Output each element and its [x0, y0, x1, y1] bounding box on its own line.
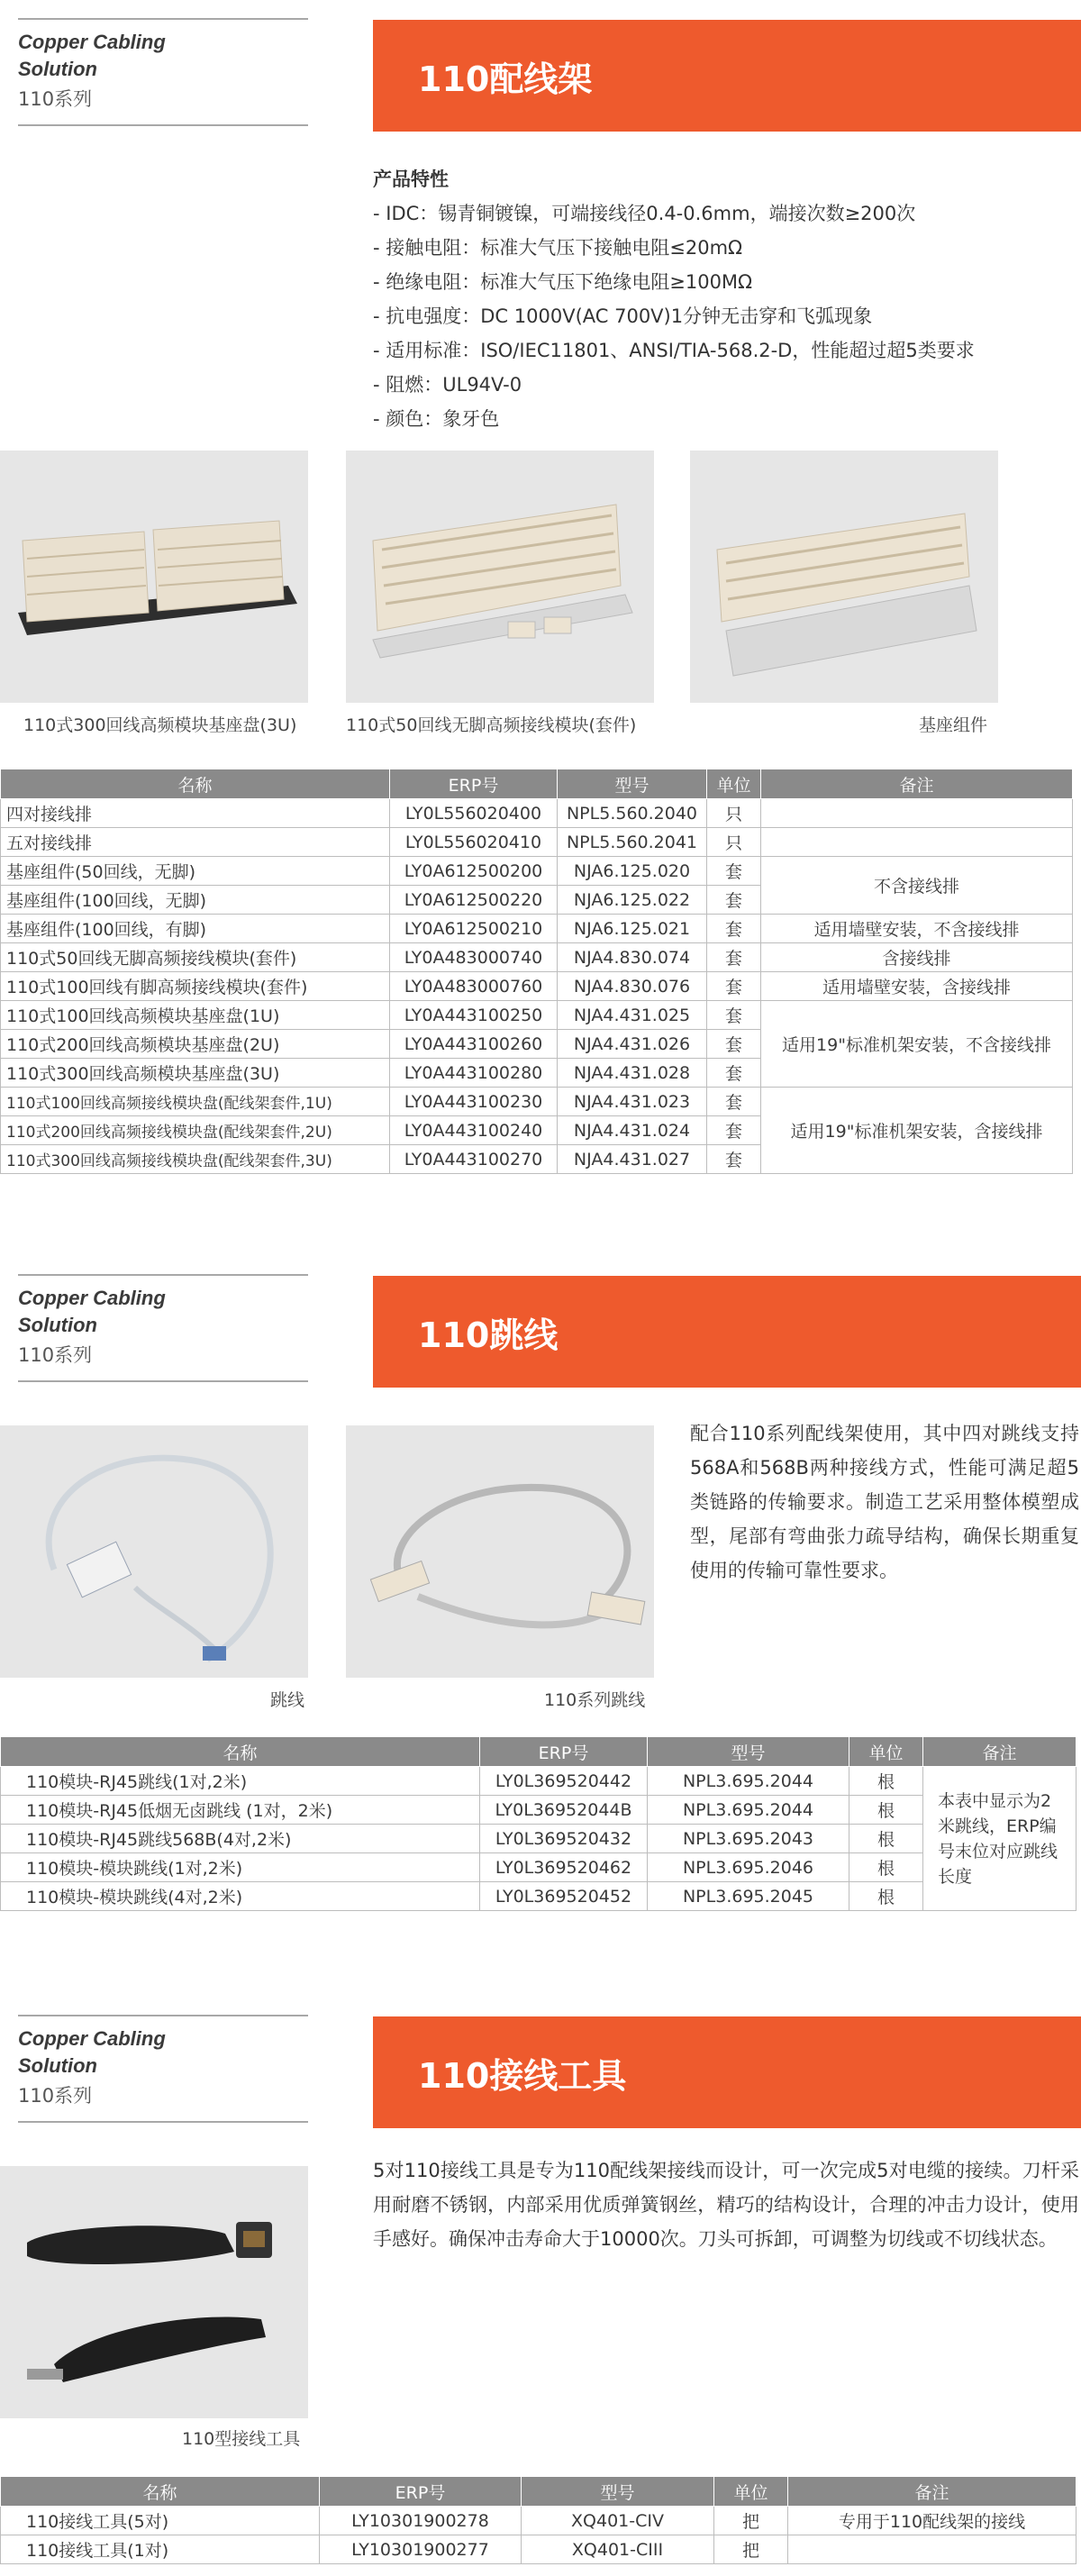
cell-model: NJA6.125.020 [558, 857, 707, 886]
product-photo-base-component [690, 451, 998, 703]
cell-name: 基座组件(50回线，无脚) [1, 857, 390, 886]
cell-erp: LY0A443100270 [390, 1145, 558, 1174]
brand-series: 110系列 [18, 2085, 93, 2107]
cell-erp: LY0A443100230 [390, 1088, 558, 1116]
cell-remark: 适用墙壁安装，含接线排 [761, 972, 1073, 1001]
brand-block [18, 18, 308, 126]
brand-series: 110系列 [18, 1344, 93, 1366]
column-header: 备注 [788, 2477, 1076, 2507]
cell-erp: LY0A612500210 [390, 915, 558, 943]
feature-item: - IDC：锡青铜镀镍，可端接线径0.4-0.6mm，端接次数≥200次 [373, 203, 916, 224]
column-header: 备注 [923, 1737, 1076, 1767]
cell-name: 110模块-模块跳线(4对,2米) [1, 1882, 480, 1911]
cell-erp: LY0A483000740 [390, 943, 558, 972]
column-header: 名称 [1, 1737, 480, 1767]
base-component-image [690, 451, 998, 703]
table-row [1, 2507, 1076, 2535]
cell-name: 110式100回线有脚高频接线模块(套件) [1, 972, 390, 1001]
cell-model: XQ401-CIV [522, 2507, 714, 2535]
column-header: 单位 [707, 769, 761, 799]
cell-model: NJA6.125.022 [558, 886, 707, 915]
product-photo-110-patch-cord [346, 1425, 654, 1678]
brand-english: Copper Cabling Solution [18, 1287, 166, 1336]
cell-name: 110式100回线高频模块基座盘(1U) [1, 1001, 390, 1030]
section-banner [373, 2016, 1081, 2128]
table-row [1, 828, 1073, 857]
cell-name: 基座组件(100回线，有脚) [1, 915, 390, 943]
cell-unit: 套 [707, 1088, 761, 1116]
cell-remark: 本表中显示为2米跳线，ERP编号末位对应跳线长度 [923, 1767, 1076, 1911]
patch-cord-image [0, 1425, 308, 1678]
cell-remark: 不含接线排 [761, 857, 1073, 915]
cell-name: 四对接线排 [1, 799, 390, 828]
cell-model: NPL3.695.2044 [648, 1796, 849, 1825]
cell-unit: 根 [849, 1796, 923, 1825]
cell-unit: 只 [707, 828, 761, 857]
cell-erp: LY0L36952044B [480, 1796, 648, 1825]
cell-name: 五对接线排 [1, 828, 390, 857]
features-list [373, 162, 975, 436]
cell-erp: LY0L369520452 [480, 1882, 648, 1911]
spec-table [0, 2476, 1076, 2564]
cell-model: NPL3.695.2046 [648, 1853, 849, 1882]
column-header: 备注 [761, 769, 1073, 799]
cell-unit: 根 [849, 1882, 923, 1911]
cell-name: 110式300回线高频接线模块盘(配线架套件,3U) [1, 1145, 390, 1174]
feature-item: - 绝缘电阻：标准大气压下绝缘电阻≥100MΩ [373, 271, 753, 293]
cell-model: NJA4.431.025 [558, 1001, 707, 1030]
cell-unit: 根 [849, 1825, 923, 1853]
cell-remark: 专用于110配线架的接线 [788, 2507, 1076, 2535]
cell-erp: LY0L556020400 [390, 799, 558, 828]
cell-erp: LY10301900277 [320, 2535, 522, 2564]
photo-caption: 110式300回线高频模块基座盘(3U) [23, 715, 297, 735]
section-title: 110接线工具 [418, 2055, 627, 2096]
product-photo-base-plate [0, 451, 308, 703]
section-banner [373, 1276, 1081, 1388]
cell-name: 110模块-模块跳线(1对,2米) [1, 1853, 480, 1882]
cell-model: XQ401-CIII [522, 2535, 714, 2564]
section-title: 110跳线 [418, 1315, 559, 1355]
photo-caption: 110式50回线无脚高频接线模块(套件) [346, 715, 637, 735]
column-header: ERP号 [320, 2477, 522, 2507]
110-patch-cord-image [346, 1425, 654, 1678]
table-header-row [1, 769, 1073, 799]
cell-model: NJA4.431.023 [558, 1088, 707, 1116]
table-row [1, 1882, 1076, 1911]
photo-caption: 110系列跳线 [544, 1690, 646, 1710]
cell-erp: LY0L369520462 [480, 1853, 648, 1882]
column-header: 单位 [849, 1737, 923, 1767]
base-plate-image [0, 451, 308, 703]
cell-unit: 把 [714, 2507, 788, 2535]
table-row [1, 1796, 1076, 1825]
tool-description: 5对110接线工具是专为110配线架接线而设计，可一次完成5对电缆的接续。刀杆采用耐磨不锈钢，内部采用优质弹簧钢丝，精巧的结构设计，合理的冲击力设计，使用手感好。确保冲击寿命大于10000次。刀头可拆卸，可调整为切线或不切线状态。 [373, 2160, 1079, 2250]
cell-name: 110接线工具(5对) [1, 2507, 320, 2535]
table-row [1, 1088, 1073, 1116]
cell-remark: 适用墙壁安装，不含接线排 [761, 915, 1073, 943]
cell-model: NJA4.431.027 [558, 1145, 707, 1174]
cell-name: 110式300回线高频模块基座盘(3U) [1, 1059, 390, 1088]
cell-unit: 根 [849, 1767, 923, 1796]
cell-unit: 把 [714, 2535, 788, 2564]
column-header: 型号 [648, 1737, 849, 1767]
table-header-row [1, 1737, 1076, 1767]
cell-model: NJA4.830.076 [558, 972, 707, 1001]
cell-name: 110模块-RJ45跳线568B(4对,2米) [1, 1825, 480, 1853]
cell-remark [788, 2535, 1076, 2564]
cell-remark: 适用19"标准机架安装，含接线排 [761, 1088, 1073, 1174]
cell-erp: LY0A612500220 [390, 886, 558, 915]
feature-item: - 颜色：象牙色 [373, 408, 500, 430]
cell-erp: LY0L556020410 [390, 828, 558, 857]
cell-erp: LY10301900278 [320, 2507, 522, 2535]
column-header: 单位 [714, 2477, 788, 2507]
cell-remark: 含接线排 [761, 943, 1073, 972]
section-banner [373, 20, 1081, 132]
cell-unit: 套 [707, 857, 761, 886]
table-row [1, 1001, 1073, 1030]
section-title: 110配线架 [418, 59, 593, 99]
cell-erp: LY0L369520432 [480, 1825, 648, 1853]
cell-name: 110式50回线无脚高频接线模块(套件) [1, 943, 390, 972]
brand-series: 110系列 [18, 88, 93, 110]
column-header: ERP号 [390, 769, 558, 799]
cell-unit: 套 [707, 1030, 761, 1059]
table-header-row [1, 2477, 1076, 2507]
cell-name: 110接线工具(1对) [1, 2535, 320, 2564]
feature-item: - 抗电强度：DC 1000V(AC 700V)1分钟无击穿和飞弧现象 [373, 305, 873, 327]
table-row [1, 1825, 1076, 1853]
table-row [1, 915, 1073, 943]
cell-unit: 根 [849, 1853, 923, 1882]
cell-erp: LY0A443100260 [390, 1030, 558, 1059]
cell-model: NJA6.125.021 [558, 915, 707, 943]
cell-model: NPL5.560.2040 [558, 799, 707, 828]
brand-english: Copper Cabling Solution [18, 2027, 166, 2077]
features-title: 产品特性 [373, 168, 449, 190]
cell-name: 基座组件(100回线，无脚) [1, 886, 390, 915]
cell-name: 110式200回线高频接线模块盘(配线架套件,2U) [1, 1116, 390, 1145]
cell-erp: LY0A612500200 [390, 857, 558, 886]
feature-item: - 适用标准：ISO/IEC11801、ANSI/TIA-568.2-D，性能超过超5类要求 [373, 340, 975, 361]
cell-unit: 套 [707, 886, 761, 915]
cell-name: 110模块-RJ45低烟无卤跳线 (1对，2米) [1, 1796, 480, 1825]
cell-erp: LY0A443100280 [390, 1059, 558, 1088]
cell-model: NPL3.695.2043 [648, 1825, 849, 1853]
photo-caption: 110型接线工具 [182, 2429, 301, 2449]
product-photo-punch-tool [0, 2166, 308, 2418]
cell-erp: LY0A443100240 [390, 1116, 558, 1145]
cell-unit: 套 [707, 1145, 761, 1174]
column-header: 型号 [558, 769, 707, 799]
patch-cord-description: 配合110系列配线架使用，其中四对跳线支持568A和568B两种接线方式，性能可满足超5类链路的传输要求。制造工艺采用整体模塑成型，尾部有弯曲张力疏导结构，确保长期重复使用的传输可靠性要求。 [690, 1423, 1079, 1581]
cell-erp: LY0A483000760 [390, 972, 558, 1001]
module-kit-image [346, 451, 654, 703]
cell-unit: 套 [707, 943, 761, 972]
brand-block [18, 1274, 308, 1382]
cell-model: NPL5.560.2041 [558, 828, 707, 857]
table-row [1, 1767, 1076, 1796]
cell-model: NJA4.431.024 [558, 1116, 707, 1145]
cell-remark [761, 828, 1073, 857]
table-row [1, 1853, 1076, 1882]
cell-unit: 套 [707, 972, 761, 1001]
table-row [1, 972, 1073, 1001]
cell-erp: LY0L369520442 [480, 1767, 648, 1796]
product-photo-module-kit [346, 451, 654, 703]
cell-model: NPL3.695.2044 [648, 1767, 849, 1796]
cell-name: 110式100回线高频接线模块盘(配线架套件,1U) [1, 1088, 390, 1116]
cell-unit: 只 [707, 799, 761, 828]
photo-caption: 跳线 [270, 1690, 305, 1710]
column-header: 型号 [522, 2477, 714, 2507]
cell-model: NJA4.431.028 [558, 1059, 707, 1088]
cell-remark: 适用19"标准机架安装，不含接线排 [761, 1001, 1073, 1088]
table-row [1, 857, 1073, 886]
cell-unit: 套 [707, 1116, 761, 1145]
cell-name: 110式200回线高频模块基座盘(2U) [1, 1030, 390, 1059]
cell-unit: 套 [707, 915, 761, 943]
column-header: ERP号 [480, 1737, 648, 1767]
photo-caption: 基座组件 [919, 715, 988, 735]
cell-unit: 套 [707, 1001, 761, 1030]
table-row [1, 2535, 1076, 2564]
cell-erp: LY0A443100250 [390, 1001, 558, 1030]
cell-model: NJA4.830.074 [558, 943, 707, 972]
brand-english: Copper Cabling Solution [18, 31, 166, 80]
cell-model: NPL3.695.2045 [648, 1882, 849, 1911]
brand-block [18, 2015, 308, 2123]
product-photo-patch-cord [0, 1425, 308, 1678]
feature-item: - 接触电阻：标准大气压下接触电阻≤20mΩ [373, 237, 743, 259]
cell-unit: 套 [707, 1059, 761, 1088]
cell-name: 110模块-RJ45跳线(1对,2米) [1, 1767, 480, 1796]
table-row [1, 799, 1073, 828]
cell-model: NJA4.431.026 [558, 1030, 707, 1059]
column-header: 名称 [1, 769, 390, 799]
cell-remark [761, 799, 1073, 828]
spec-table [0, 769, 1073, 1174]
column-header: 名称 [1, 2477, 320, 2507]
punch-tool-image [0, 2166, 308, 2418]
table-row [1, 943, 1073, 972]
feature-item: - 阻燃：UL94V-0 [373, 374, 522, 396]
spec-table [0, 1736, 1076, 1911]
